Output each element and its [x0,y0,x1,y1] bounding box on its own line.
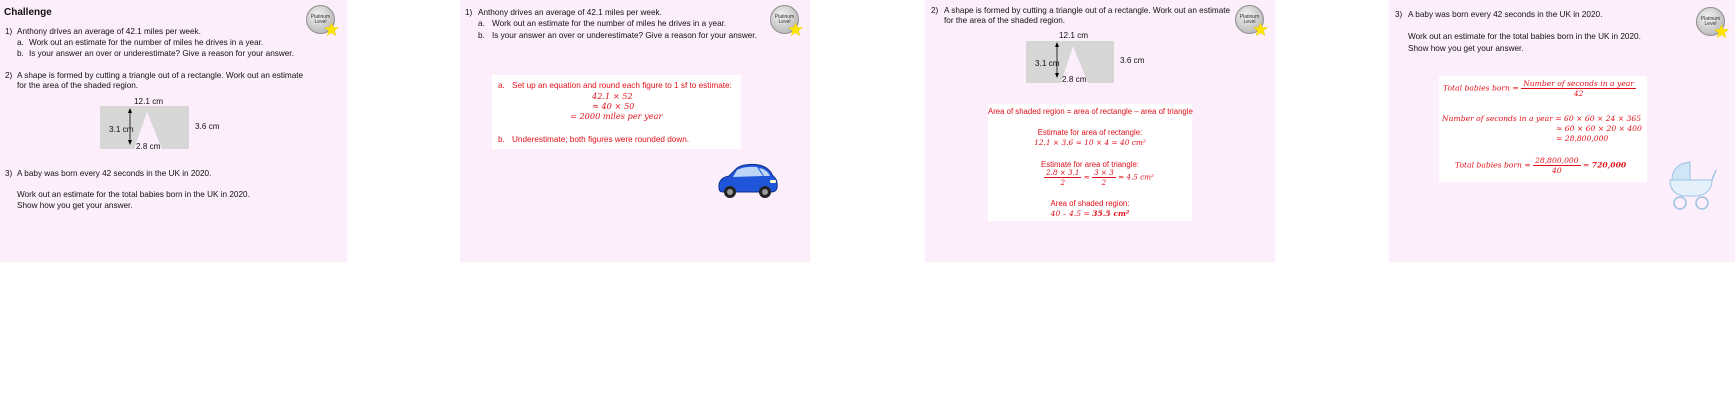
slide-question-2-answer [925,0,1275,262]
question-text: A baby was born every 42 seconds in the UK in 2020. [1408,10,1603,19]
part-b-letter: b. [478,31,485,40]
answer-b-letter: b. [498,135,505,144]
shaded-result: 35.5 cm² [1092,209,1130,218]
answer-panel [988,104,1192,221]
platinum-level-badge: Platinum Level [306,5,335,34]
platinum-level-badge: Platinum Level [1235,5,1264,34]
tri-fraction-1-denominator: 2 [1060,178,1066,187]
q3-line2: Work out an estimate for the total babies born in the UK in 2020. [17,190,250,199]
calc-line-1: 42.1 × 52 [592,91,633,101]
answer-b-text: Underestimate; both figures were rounded down. [512,135,690,144]
answer-panel [492,75,741,149]
star-icon [324,22,339,37]
dim-right-label: 3.6 cm [195,122,220,131]
total-denominator: 42 [1573,89,1584,98]
tri-fraction-2-denominator: 2 [1101,178,1107,187]
total-babies-equation [1443,79,1636,98]
question-number: 1) [465,8,473,17]
part-a-letter: a. [478,19,485,28]
calc-line-2: ≈ 40 × 50 [592,101,635,111]
q1b-text: Is your answer an over or underestimate? Give a reason for your answer. [29,49,294,58]
slide-question-3-answer [1389,0,1735,262]
dim-left-label: 3.1 cm [109,125,134,134]
question-number: 2) [931,6,939,15]
total-label: Total babies born = [1443,83,1522,93]
tri-approx-sign: ≈ [1083,172,1090,182]
q1a-letter: a. [17,38,24,47]
rectangle-heading: Estimate for area of rectangle: [1037,128,1143,137]
answer-panel [1439,76,1647,182]
area-formula: Area of shaded region = area of rectangle – area of triangle [988,107,1193,116]
seconds-line-1: Number of seconds in a year = 60 × 60 × 24 × 365 [1442,114,1642,123]
final-denominator: 40 [1552,166,1562,175]
dim-bottom-label: 2.8 cm [136,142,161,151]
seconds-line-3: = 28,800,000 [1556,134,1609,143]
question-line3: Show how you get your answer. [1408,44,1524,53]
shaded-calc: 40 – 4.5 = [1050,209,1093,218]
answer-a-text: Set up an equation and round each figure to 1 sf to estimate: [512,81,732,90]
star-icon [788,22,803,37]
dim-top-label: 12.1 cm [134,97,164,106]
q2-number: 2) [5,71,13,80]
q1a-text: Work out an estimate for the number of miles he drives in a year. [29,38,264,47]
q2-line2: for the area of the shaded region. [17,81,139,90]
question-text: Anthony drives an average of 42.1 miles per week. [478,8,662,17]
dim-right-label: 3.6 cm [1120,56,1145,65]
pram-icon [1666,156,1718,212]
final-equals: = [1583,160,1592,170]
triangle-calc [1044,168,1154,187]
calc-line-3: = 2000 miles per year [570,111,663,121]
shaded-heading: Area of shaded region: [1050,199,1130,208]
rectangle-calc: 12.1 × 3.6 ≈ 10 × 4 = 40 cm² [1034,138,1146,147]
question-line2: Work out an estimate for the total babies born in the UK in 2020. [1408,32,1641,41]
star-icon [1714,24,1729,39]
final-result: 720,000 [1591,160,1627,170]
q3-text: A baby was born every 42 seconds in the UK in 2020. [17,169,212,178]
car-icon [715,160,779,202]
part-a-text: Work out an estimate for the number of miles he drives in a year. [492,19,727,28]
question-line2: for the area of the shaded region. [944,16,1066,25]
platinum-level-badge: Platinum Level [770,5,799,34]
question-line1: A shape is formed by cutting a triangle out of a rectangle. Work out an estimate [944,6,1231,15]
dim-bottom-label: 2.8 cm [1062,75,1087,84]
part-b-text: Is your answer an over or underestimate? Give a reason for your answer. [492,31,757,40]
q3-number: 3) [5,169,13,178]
q1-number: 1) [5,27,13,36]
shaded-calc-line [988,208,1192,219]
seconds-line-2: ≈ 60 × 60 × 20 × 400 [1556,124,1642,133]
final-numerator: 28,800,000 [1535,156,1579,165]
final-label: Total babies born ≈ [1455,160,1534,170]
tri-result: = 4.5 cm² [1118,172,1154,182]
tri-fraction-1-numerator: 2.8 × 3.1 [1046,168,1080,177]
answer-a-letter: a. [498,81,505,90]
question-number: 3) [1395,10,1403,19]
q1b-letter: b. [17,49,24,58]
final-equation [1455,156,1626,175]
q2-line1: A shape is formed by cutting a triangle out of a rectangle. Work out an estimate [17,71,304,80]
total-numerator: Number of seconds in a year [1523,79,1634,88]
triangle-heading: Estimate for area of triangle: [1041,160,1139,169]
q3-line3: Show how you get your answer. [17,201,133,210]
q1-text: Anthony drives an average of 42.1 miles per week. [17,27,201,36]
slide-challenge [0,0,347,262]
platinum-level-badge: Platinum Level [1696,7,1725,36]
dim-top-label: 12.1 cm [1059,31,1089,40]
star-icon [1253,22,1268,37]
dim-left-label: 3.1 cm [1035,59,1060,68]
slide-title: Challenge [4,7,52,18]
tri-fraction-2-numerator: 3 × 3 [1094,168,1114,177]
slide-question-1-answer [460,0,810,262]
